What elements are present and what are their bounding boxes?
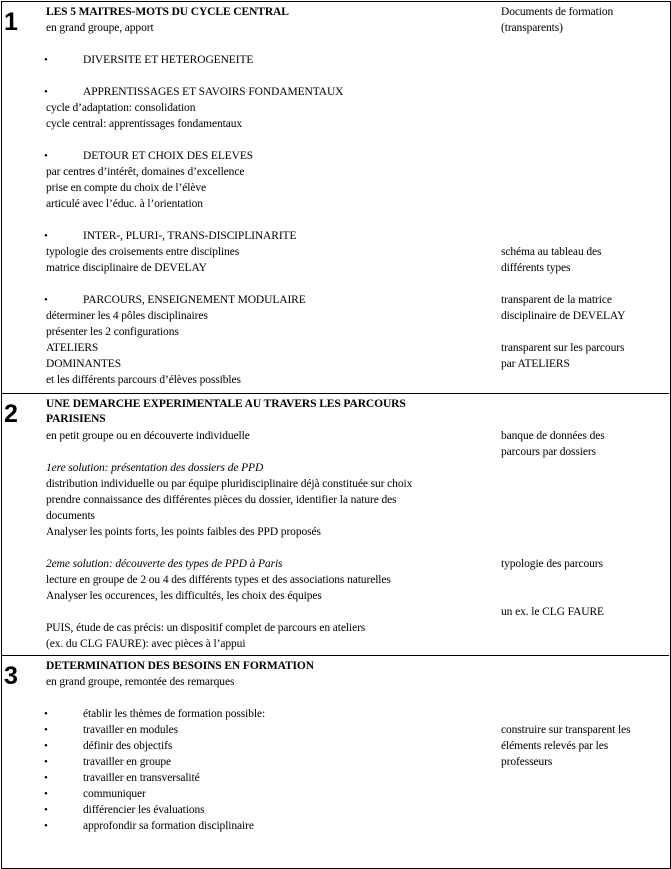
section-number-3: 3 xyxy=(4,662,18,690)
section-2-title: PARISIENS xyxy=(46,413,106,425)
solution-2-detail: lecture en groupe de 2 ou 4 des différents types et des associations naturelles xyxy=(46,574,391,586)
bullet: • xyxy=(44,294,48,306)
keyword-detail: déterminer les 4 pôles disciplinaires xyxy=(46,310,208,322)
keyword-detail: ATELIERS xyxy=(46,342,99,354)
solution-1-detail: Analyser les points forts, les points faibles des PPD proposés xyxy=(46,526,321,538)
bullet: • xyxy=(44,86,48,98)
list-item: définir des objectifs xyxy=(83,740,173,752)
section-2-subtitle: en petit groupe ou en découverte individuelle xyxy=(46,430,250,442)
keyword-title: DETOUR ET CHOIX DES ELEVES xyxy=(83,150,254,162)
keyword-detail: cycle central: apprentissages fondamentaux xyxy=(46,118,243,130)
section-number-1: 1 xyxy=(4,8,18,36)
bullet: • xyxy=(44,54,48,66)
bullet: • xyxy=(44,804,48,816)
section-1-side-note: (transparents) xyxy=(501,22,563,34)
section-1-side-note: Documents de formation xyxy=(501,6,614,18)
keyword-title: APPRENTISSAGES ET SAVOIRS FONDAMENTAUX xyxy=(83,86,344,98)
keyword-title: PARCOURS, ENSEIGNEMENT MODULAIRE xyxy=(83,294,306,306)
case-study-detail: (ex. du CLG FAURE): avec pièces à l’appui xyxy=(46,638,246,650)
bullet: • xyxy=(44,740,48,752)
side-note: transparent sur les parcours xyxy=(501,342,625,354)
section-2-title: UNE DEMARCHE EXPERIMENTALE AU TRAVERS LES PARCOURS xyxy=(46,398,406,410)
bullet: • xyxy=(44,230,48,242)
section-3-subtitle: en grand groupe, remontée des remarques xyxy=(46,676,235,688)
keyword-detail: matrice disciplinaire de DEVELAY xyxy=(46,262,207,274)
section-1-subtitle: en grand groupe, apport xyxy=(46,22,154,34)
keyword-title: INTER-, PLURI-, TRANS-DISCIPLINARITE xyxy=(83,230,297,242)
side-note: professeurs xyxy=(501,756,553,768)
bullet: • xyxy=(44,708,48,720)
keyword-detail: par centres d’intérêt, domaines d’excellence xyxy=(46,166,245,178)
side-note: schéma au tableau des xyxy=(501,246,602,258)
list-item: approfondir sa formation disciplinaire xyxy=(83,820,254,832)
solution-1-detail: distribution individuelle ou par équipe pluridisciplinaire déjà constituée sur choix xyxy=(46,478,413,490)
side-note: différents types xyxy=(501,262,571,274)
side-note: typologie des parcours xyxy=(501,558,603,570)
solution-1-detail: prendre connaissance des différentes pièces du dossier, identifier la nature des xyxy=(46,494,397,506)
side-note: banque de données des xyxy=(501,430,605,442)
solution-1-title: 1ere solution: présentation des dossiers de PPD xyxy=(46,462,264,474)
bullet: • xyxy=(44,788,48,800)
list-item: établir les thèmes de formation possible: xyxy=(83,708,266,720)
bullet: • xyxy=(44,756,48,768)
keyword-title: DIVERSITE ET HETEROGENEITE xyxy=(83,54,254,66)
solution-2-detail: Analyser les occurences, les difficultés, les choix des équipes xyxy=(46,590,322,602)
list-item: travailler en modules xyxy=(83,724,178,736)
solution-2-title: 2eme solution: découverte des types de PPD à Paris xyxy=(46,558,283,570)
case-study-detail: PUIS, étude de cas précis: un dispositif complet de parcours en ateliers xyxy=(46,622,366,634)
list-item: communiquer xyxy=(83,788,146,800)
bullet: • xyxy=(44,724,48,736)
list-item: travailler en transversalité xyxy=(83,772,200,784)
list-item: travailler en groupe xyxy=(83,756,172,768)
bullet: • xyxy=(44,150,48,162)
solution-1-detail: documents xyxy=(46,510,95,522)
side-note: transparent de la matrice xyxy=(501,294,612,306)
keyword-detail: typologie des croisements entre disciplines xyxy=(46,246,240,258)
keyword-detail: cycle d’adaptation: consolidation xyxy=(46,102,196,114)
keyword-detail: prise en compte du choix de l’élève xyxy=(46,182,206,194)
section-number-2: 2 xyxy=(4,400,18,428)
section-divider xyxy=(1,655,669,656)
side-note: disciplinaire de DEVELAY xyxy=(501,310,626,322)
section-3-title: DETERMINATION DES BESOINS EN FORMATION xyxy=(46,660,314,672)
bullet: • xyxy=(44,820,48,832)
side-note: parcours par dossiers xyxy=(501,446,596,458)
keyword-detail: DOMINANTES xyxy=(46,358,122,370)
list-item: différencier les évaluations xyxy=(83,804,205,816)
keyword-detail: présenter les 2 configurations xyxy=(46,326,179,338)
side-note: construire sur transparent les xyxy=(501,724,631,736)
side-note: éléments relevés par les xyxy=(501,740,609,752)
section-1-title: LES 5 MAITRES-MOTS DU CYCLE CENTRAL xyxy=(46,6,289,18)
section-divider xyxy=(1,393,669,394)
side-note: un ex. le CLG FAURE xyxy=(501,606,604,618)
keyword-detail: articulé avec l’éduc. à l’orientation xyxy=(46,198,203,210)
keyword-detail: et les différents parcours d’élèves possibles xyxy=(46,374,241,386)
bullet: • xyxy=(44,772,48,784)
side-note: par ATELIERS xyxy=(501,358,570,370)
